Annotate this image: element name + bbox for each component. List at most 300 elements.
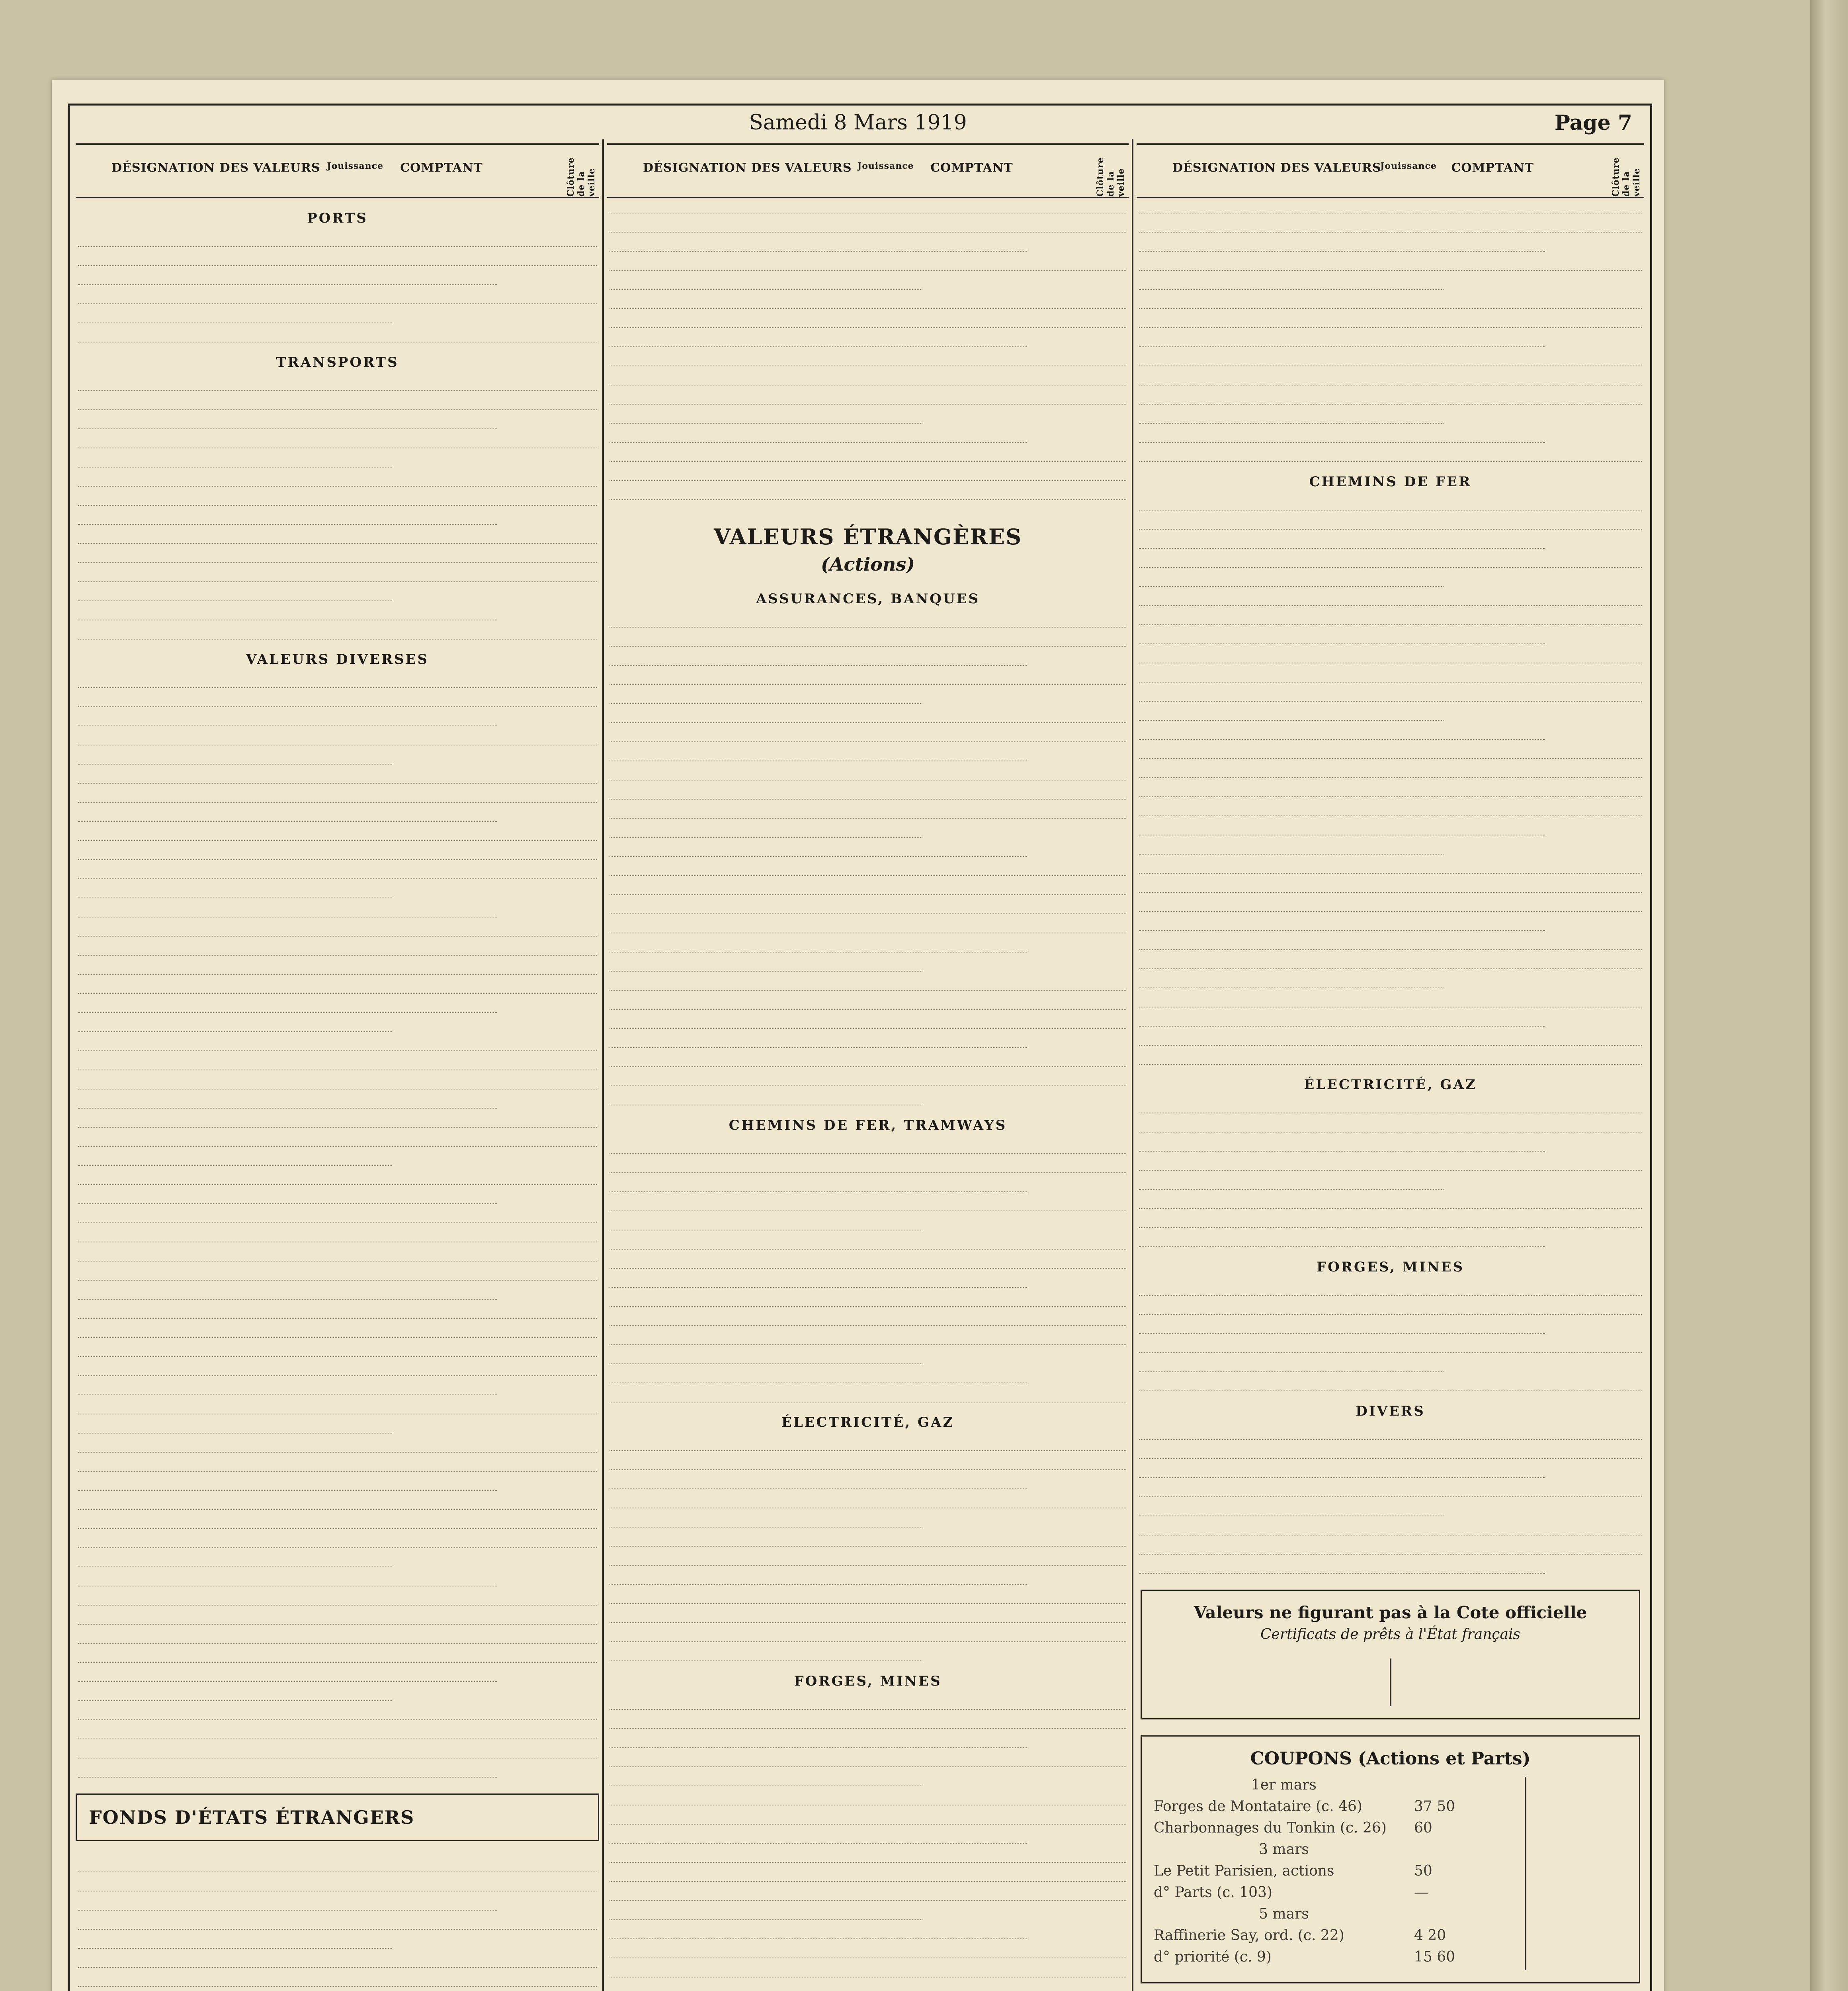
listing-line [78,998,497,1013]
listing-line [609,1254,1126,1269]
coupon-name: d° Parts (c. 103) [1154,1884,1273,1901]
listing-line [78,1857,597,1872]
box-rule [1390,1659,1391,1706]
listing-line [78,1285,497,1300]
listing-line [609,937,1027,952]
listing-line [1139,294,1642,309]
listing-lines [1137,1098,1644,1247]
listing-line [609,1387,1126,1402]
listing-line [78,1724,597,1739]
section-title: ÉLECTRICITÉ, GAZ [781,1414,955,1430]
listing-line [1139,514,1642,530]
coupon-date: 1er mars [1251,1777,1317,1793]
listing-line [609,1512,922,1527]
section-title: VALEURS DIVERSES [246,651,429,667]
section-subheading: (Actions) [821,553,915,575]
listing-line [78,433,597,448]
coupon-value: 37 50 [1414,1798,1455,1815]
coupon-name: Raffinerie Say, ord. (c. 22) [1154,1927,1344,1944]
listing-line [1139,1011,1545,1027]
listing-line [609,842,1027,857]
listing-line [609,275,922,290]
listing-line [609,389,1126,405]
listing-line [609,294,1126,309]
listing-lines [607,1139,1129,1402]
listing-line [1139,409,1444,424]
column-2 [607,143,1129,1991]
listing-line [78,1438,597,1453]
listing-line [1139,1050,1642,1065]
listing-line [1139,1539,1642,1555]
listing-line [78,941,597,956]
listing-line [78,1265,597,1281]
listing-line [78,1743,597,1758]
listing-line [1139,820,1545,835]
listing-line [78,452,392,467]
listing-line [1139,1117,1642,1132]
listing-line [609,1589,1126,1604]
listing-line [609,632,1126,647]
listing-line [609,861,1126,876]
header-designation: DÉSIGNATION DES VALEURS [643,161,852,175]
coupon-date: 3 mars [1259,1841,1309,1858]
listing-line [1139,1559,1545,1574]
listing-line [1139,1376,1642,1391]
box-subtitle: Certificats de prêts à l'État français [1260,1626,1521,1643]
listing-line [78,1227,597,1242]
coupon-value: — [1414,1884,1428,1901]
section-title: FONDS D'ÉTATS ÉTRANGERS [89,1807,415,1828]
listing-line [609,370,1126,385]
listing-line [78,1895,497,1911]
listing-line [1139,553,1642,568]
listing-line [78,1093,497,1109]
listing-line [78,1648,597,1663]
listing-line [609,612,1126,628]
listing-line [78,921,597,937]
coupon-value: 60 [1414,1820,1432,1836]
listing-line [78,711,497,726]
listing-line [1139,954,1642,969]
listing-line [78,1323,597,1338]
listing-line [1139,1444,1642,1459]
listing-line [1139,1098,1642,1113]
listing-line [1139,935,1642,950]
coupons-box [1141,1735,1640,1983]
listing-line [609,1215,922,1230]
listing-line [1139,313,1642,328]
coupon-name: Le Petit Parisien, actions [1154,1863,1334,1879]
listing-line [78,586,392,601]
listing-line [609,1943,1126,1958]
section-title: PORTS [307,210,368,226]
listing-lines [607,1695,1129,1991]
listing-line [609,1809,1126,1825]
listing-line [1139,610,1642,625]
listing-line [1139,897,1642,912]
listing-line [609,1158,1126,1173]
listing-line [1139,686,1642,702]
listing-line [78,1055,597,1070]
listing-line [609,1311,1126,1326]
listing-line [609,670,1126,685]
listing-line [1139,878,1642,893]
column-rule [602,139,604,1991]
coupon-name: d° priorité (c. 9) [1154,1949,1272,1965]
listing-lines [607,612,1129,1105]
listing-line [1139,534,1545,549]
listing-line [78,414,497,429]
listing-line [609,1790,1126,1805]
listing-line [609,1033,1027,1048]
listing-line [78,1705,597,1720]
listing-line [1139,495,1642,510]
listing-line [609,237,1027,252]
listing-line [78,1399,597,1414]
listing-line [1139,370,1642,385]
listing-line [78,1418,392,1434]
listing-line [609,1905,922,1920]
section-title: CHEMINS DE FER, TRAMWAYS [729,1117,1007,1133]
listing-line [609,1733,1027,1748]
listing-line [78,605,497,620]
page-number: Page 7 [1554,111,1632,135]
listing-line [1139,1338,1642,1353]
listing-line [1139,1300,1642,1315]
listing-line [78,1934,392,1949]
listing-line [78,1017,392,1032]
listing-line [609,823,922,838]
listing-line [1139,237,1545,252]
listing-lines [76,1857,599,1991]
listing-line [609,1139,1126,1154]
listing-line [609,708,1126,723]
listing-line [609,1014,1126,1029]
listing-line [609,1071,1126,1086]
listing-line [78,1629,597,1644]
listing-line [609,409,922,424]
listing-line [1139,629,1545,644]
listing-line [78,1304,597,1319]
listing-line [78,1036,597,1051]
fonds-etrangers-box [76,1793,599,1841]
listing-line [1139,648,1642,663]
listing-line [78,624,597,640]
listing-line [1139,1156,1642,1171]
listing-line [78,529,597,544]
listing-line [609,1493,1126,1508]
listing-line [609,995,1126,1010]
listing-line [78,308,392,323]
listing-line [78,692,597,707]
listing-line [1139,572,1444,587]
listing-line [609,727,1126,742]
listing-line [1139,725,1545,740]
listing-line [78,1132,597,1147]
listing-line [1139,992,1642,1007]
listing-line [609,1867,1126,1882]
listing-line [78,807,497,822]
header-comptant: COMPTANT [930,161,1013,175]
listing-line [609,1455,1126,1470]
listing-lines [76,232,599,342]
listing-line [78,1972,597,1987]
listing-line [1139,591,1642,606]
listing-line [609,1962,1126,1977]
listing-line [609,1330,1126,1345]
listing-line [1139,1213,1642,1228]
listing-line [609,198,1126,213]
listing-lines [1137,1281,1644,1391]
header-cloture: Clôture de la veille [566,157,597,197]
listing-line [78,395,597,410]
listing-line [1139,332,1545,347]
listing-line [78,1610,597,1625]
listing-line [609,784,1126,800]
newspaper-page [52,80,1664,1991]
listing-line [609,1646,922,1661]
listing-line [1139,1357,1444,1372]
listing-line [78,548,597,563]
listing-line [1139,1232,1545,1247]
section-title: FORGES, MINES [794,1673,942,1689]
listing-line [609,485,1126,500]
listing-line [1139,801,1642,816]
listing-line [78,1457,597,1472]
listing-line [78,1953,597,1968]
coupon-name: Charbonnages du Tonkin (c. 26) [1154,1820,1387,1836]
listing-line [78,864,597,879]
listing-line [609,1695,1126,1710]
listing-line [609,1052,1126,1067]
listing-line [1139,1136,1545,1152]
listing-line [78,251,597,266]
listing-line [1139,839,1444,855]
listing-line [609,746,1027,761]
listing-line [609,1570,1027,1585]
listing-lines [607,1436,1129,1661]
listing-line [609,1627,1126,1642]
column-header [1137,143,1644,198]
listing-lines [1137,1425,1644,1574]
listing-line [609,765,1126,780]
listing-line [609,1292,1126,1307]
listing-line [1139,973,1444,988]
header-designation: DÉSIGNATION DES VALEURS [111,161,320,175]
listing-line [78,1113,597,1128]
listing-line [78,1074,597,1089]
listing-line [78,1552,392,1567]
listing-line [78,673,597,688]
section-title: ÉLECTRICITÉ, GAZ [1304,1077,1477,1093]
listing-line [609,1886,1126,1901]
listing-line [78,1342,597,1357]
listing-line [609,1177,1027,1192]
section-title: TRANSPORTS [276,354,399,370]
listing-line [609,1771,922,1786]
section-title: FORGES, MINES [1316,1259,1465,1275]
listing-line [609,880,1126,895]
listing-line [78,471,597,487]
binding-edge [1810,0,1848,1991]
page-date: Samedi 8 Mars 1919 [749,111,967,135]
header-jouissance: Jouissance [857,161,914,171]
section-title: DIVERS [1356,1403,1425,1419]
listing-line [609,428,1027,443]
listing-line [1139,916,1545,931]
coupons-rule [1525,1777,1526,1970]
listing-line [609,1848,1126,1863]
section-title: CHEMINS DE FER [1309,474,1472,490]
listing-line [78,1667,497,1682]
listing-line [78,960,597,975]
listing-line [609,899,1126,914]
column-3 [1137,143,1644,1991]
listing-line [78,979,597,994]
listing-line [78,327,597,342]
coupon-value: 15 60 [1414,1949,1455,1965]
listing-line [1139,217,1642,233]
listing-line [609,956,922,972]
listing-line [78,769,597,784]
listing-line [1139,1520,1642,1535]
running-header [76,108,1640,139]
header-jouissance: Jouissance [327,161,384,171]
listing-line [78,491,597,506]
listing-line [78,1686,392,1701]
listing-line [1139,389,1642,405]
listing-line [78,1208,597,1223]
listing-line [609,1090,922,1105]
coupon-date: 5 mars [1259,1906,1309,1922]
listing-line [1139,198,1642,213]
header-cloture: Clôture de la veille [1095,157,1126,197]
listing-line [609,1531,1126,1547]
listing-line [609,1436,1126,1451]
listing-line [78,1533,597,1548]
column-rule [1132,139,1133,1991]
listing-line [609,256,1126,271]
coupon-value: 4 20 [1414,1927,1446,1944]
column-header [76,143,599,198]
column-1 [76,143,599,1991]
header-comptant: COMPTANT [1451,161,1534,175]
listing-line [78,730,597,745]
listing-line [609,1368,1027,1383]
header-cloture: Clôture de la veille [1611,157,1642,197]
listing-line [78,567,597,582]
section-title: ASSURANCES, BANQUES [756,591,980,607]
listing-line [1139,782,1642,797]
listing-line [1139,1482,1642,1497]
box-title: Valeurs ne figurant pas à la Cote officielle [1194,1603,1587,1622]
listing-line [1139,706,1444,721]
listing-line [609,217,1126,233]
listing-line [1139,1281,1642,1296]
listing-line [609,1551,1126,1566]
listing-line [78,1571,497,1586]
listing-line [609,1829,1027,1844]
listing-line [1139,859,1642,874]
listing-lines [1137,198,1644,462]
cote-officielle-box [1141,1590,1640,1719]
listing-lines [76,673,599,1778]
listing-line [1139,428,1545,443]
listing-line [1139,351,1642,366]
listing-line [1139,1463,1545,1478]
listing-line [609,1752,1126,1767]
listing-lines [607,198,1129,500]
listing-line [78,1476,497,1491]
listing-line [609,918,1126,933]
coupon-list [1154,1777,1414,1970]
listing-line [609,466,1126,481]
listing-line [1139,256,1642,271]
listing-line [1139,1501,1444,1516]
listing-line [78,1361,597,1376]
listing-line [1139,744,1642,759]
listing-line [78,232,597,247]
section-heading: VALEURS ÉTRANGÈRES [713,524,1022,550]
coupon-value: 50 [1414,1863,1432,1879]
listing-line [609,1981,1126,1991]
listing-line [609,351,1126,366]
listing-line [609,1273,1027,1288]
listing-line [609,1924,1027,1939]
listing-line [609,332,1027,347]
coupon-name: Forges de Montataire (c. 46) [1154,1798,1362,1815]
listing-line [1139,1175,1444,1190]
listing-line [609,1608,1126,1623]
listing-line [78,1495,597,1510]
listing-line [609,313,1126,328]
header-comptant: COMPTANT [400,161,483,175]
listing-line [78,1380,497,1395]
listing-line [609,1196,1126,1211]
listing-line [78,1915,597,1930]
header-jouissance: Jouissance [1380,161,1437,171]
listing-lines [76,376,599,640]
listing-line [609,976,1126,991]
listing-line [1139,763,1642,778]
listing-line [78,1590,597,1606]
listing-line [1139,275,1444,290]
listing-line [78,788,597,803]
listing-line [1139,1031,1642,1046]
listing-line [78,289,597,304]
listing-line [78,1876,597,1891]
listing-line [609,1714,1126,1729]
listing-line [609,804,1126,819]
listing-line [78,1170,597,1185]
listing-lines [1137,495,1644,1065]
listing-line [78,1151,392,1166]
listing-line [78,883,392,898]
listing-line [78,1189,497,1204]
listing-line [78,749,392,765]
listing-line [609,447,1126,462]
listing-line [78,826,597,841]
listing-line [609,689,922,704]
listing-line [1139,667,1642,683]
listing-line [78,1246,597,1261]
listing-line [78,510,497,525]
header-designation: DÉSIGNATION DES VALEURS [1172,161,1381,175]
listing-line [1139,1319,1545,1334]
listing-line [1139,447,1642,462]
listing-line [78,902,497,917]
coupons-title: COUPONS (Actions et Parts) [1250,1748,1531,1769]
